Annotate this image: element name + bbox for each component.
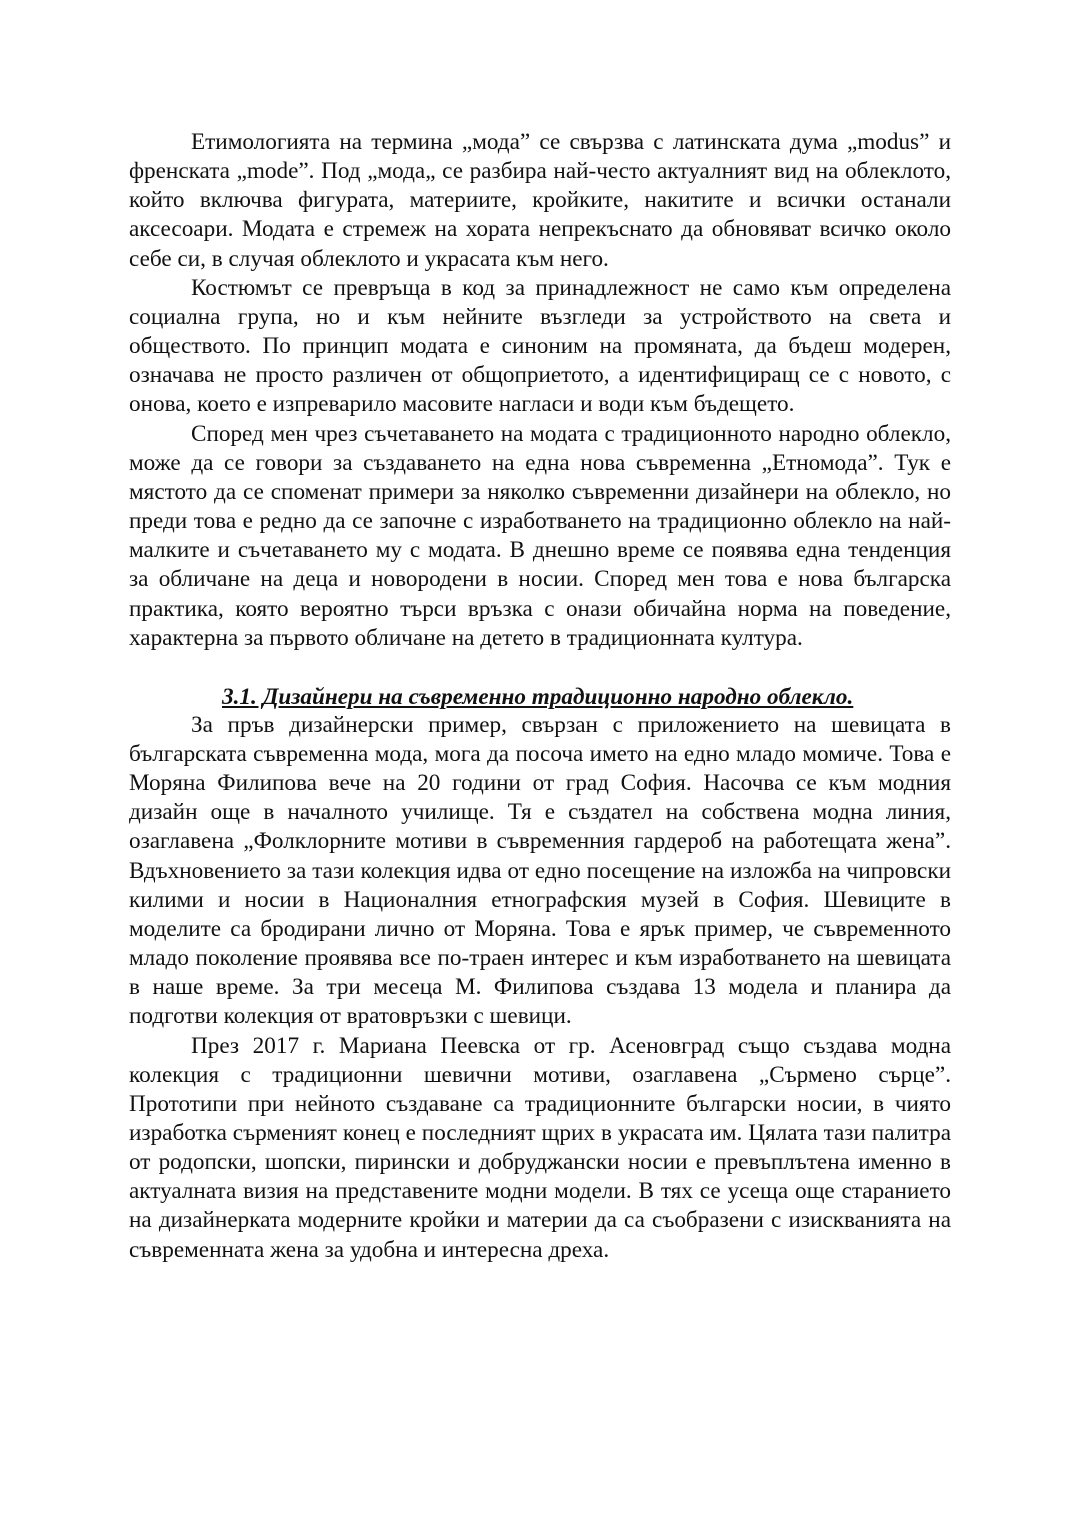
document-page [129, 128, 951, 1265]
paragraph-moryana-filipova: За пръв дизайнерски пример, свързан с приложението на шевицата в българската съвременна мода, мога да посоча името на едно младо момиче. Това е Моряна Филипова вече на 20 години от град София. Насочва се към модния дизайн още в началното училище. Тя е създател на собствена модна линия, озаглавена „Фолклорните мотиви в съвременния гардероб на работещата жена”. Вдъхновението за тази колекция идва от едно посещение на изложба на чипровски килими и носии в Националния етнографския музей в София. Шевиците в моделите са бродирани лично от Моряна. Това е ярък пример, че съвременното младо поколение проявява все по-траен интерес и към изработването на шевицата в наше време. За три месеца М. Филипова създава 13 модела и планира да подготви колекция от вратовръзки с шевици. [129, 711, 951, 1030]
paragraph-ethnofashion: Според мен чрез съчетаването на модата с традиционното народно облекло, може да се говори за създаването на една нова съвременна „Етномода”. Тук е мястото да се спомeнат примери за няколко съвременни дизайнери на облекло, но преди това е редно да се започне с изработването на традиционно облекло на най-малките и съчетаването му с модата. В днешно време се появява една тенденция за обличане на деца и новородени в носии. Според мен това е нова българска практика, която вероятно търси връзка с онази обичайна норма на поведение, характерна за първото обличане на детето в традиционната култура. [129, 420, 951, 651]
paragraph-etymology: Етимологията на термина „мода” се свързва с латинската дума „modus” и френската „mode”. Под „мода„ се разбира най-често актуалният вид на облеклото, който включва фигурата, материите, кройките, накитите и всички останали аксесоари. Модата е стремеж на хората непрекъснато да обновяват всичко около себе си, в случая облеклото и украсата към него. [129, 129, 951, 272]
paragraph-costume-code: Костюмът се превръща в код за принадлежност не само към определена социална група, но и към нейните възгледи за устройството на света и обществото. По принцип модата е синоним на промяната, да бъдеш модерен, означава не просто различен от общоприетото, а идентифициращ се с новото, с онова, което е изпреварило масовите нагласи и води към бъдещето. [129, 274, 951, 418]
paragraph-mariana-peevska: През 2017 г. Мариана Пеевска от гр. Асеновград също създава модна колекция с традиционни шевични мотиви, озаглавена „Сърмено сърце”. Прототипи при нейното създаване са традиционните български носии, в чиято изработка сърменият конец е последният щрих в украсата им. Цялата тази палитра от родопски, шопски, пирински и добруджански носии е превъплътена именно в актуалната визия на представените модни модели. В тях се усеща още старанието на дизайнерката модерните кройки и материи да са съобразени с изискванията на съвременната жена за удобна и интересна дреха. [129, 1032, 951, 1263]
section-heading: 3.1. Дизайнери на съвременно традиционно народно облекло. [222, 683, 854, 710]
